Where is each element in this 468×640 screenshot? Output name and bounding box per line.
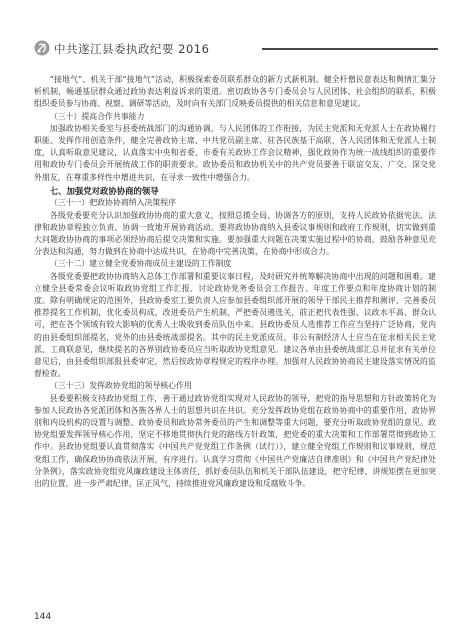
header-rule: [262, 48, 438, 50]
subsection-heading: （三十）提高合作共事能力: [49, 111, 145, 121]
section-heading: 七、加强党对政协协商的领导: [49, 185, 159, 196]
running-header: [0, 38, 468, 60]
paragraph: 各级党委要把政协协商纳入总体工作部署和重要议事日程，及时研究并统筹解决协商中出现的问题和困难。建立健全县委常委会议听取政协党组工作汇报、讨论政协党务委员会工作报告、年度工作要点和年度协商计划的制度。除有明确规定的范围外，县政协委室工要负责人应参加县委组织部开展的领导干部民主推荐和测评、完善委员推荐提名工作机制，优化委员构成，改进委员产生机制，严把委员遴选关，前正把代表性强、议政水平高、群众认可，把在各个领域有较大影响的优秀人士吸收到委员队伍中来。县政协委员人选推荐工作应当坚持广泛协商，党内的由县委组织部提名，党外的由县委统战部提名。其中的民主党派成员、非公有制经济人士应当在征求相关民主党派、工商联意见，继续提名的各界别政协委员应当听取政协党组意见。建议各单由县委统战部汇总并征求有关单位意见后，由县委组织部报县委审定，然后按政协章程规定的程序办理。加强对人民政协协商民主建设落实情况的监督检查。: [34, 271, 436, 379]
paragraph: “接地气”、机关干部“接地气”活动，积极探索委员联系群众的新方式新机制。健全杆僧民意表达和舆情汇集分析机制，畅通基层群众通过政协表达利益诉求的渠道。密切政协各专门委员会与人民团体、社会组织的联系，积极组织委员参与协商、视察、调研等活动，及时向有关部门反映委员提供的相关信息和意见建议。: [34, 75, 436, 109]
subsection-heading: （三十二）建立健全党委协商成员主建设的工作制度: [49, 259, 232, 269]
paragraph: 各级党委要充分认识加强政协协商的重大意义，按照总揽全局、协调各方的原则，支持人民政协依据宪法、法律和政协章程独立负责、协调一致地开展协商活动。要将政协协商纳入县委议事规则和政府工作规则，切实做到重大问题政协协商的事项必须经协商后提交决策和实施。要加强重大问题在决策实施过程中的协商，鼓励各种意见充分表达和沟通，努力做到在协商中达成共识，在协商中完善决策，在协商中形成合力。: [34, 210, 436, 257]
paragraph: 加强政协相关委室与县委统战部门的沟通协调，与人民团体的工作衔接，为民主党派和无党派人士在政协履行职能、发挥作用创造条件，健全完善政协主席、中共党员副主席、驻各民族基干高联、各人民团体和无党派人士制度，认真听取意见建议，认真落实中央和省委、市委有关政协工作会议精神，强化政协作为统一战线组织的重要作用和政协专门委员会开展统战工作的职责要求。政协委员和政协机关中的共产党员要善于联谊交友，广交、深交党外朋友，在尊重多样性中增进共识，在寻求一致性中增强合力。: [34, 123, 436, 182]
subsection-heading: （三十一）把政协协商纳入决策程序: [49, 198, 177, 208]
page-number: 144: [34, 612, 52, 622]
header-title: 中共遂江县委执政纪要 2016: [54, 42, 210, 56]
page-body: [34, 74, 436, 490]
paragraph: 县委要积极支持政协党组工作，善于通过政协党组实现对人民政协的领导，把党的指导思想和方针政策转化为参加人民政协各党派团体和各族各界人士的思想共识在共识。充分发挥政协党组在政协协商中的重要作用，政协界别和内设机构的设置与调整、政协委员和政协常务委员的产生和调整等重大问题，要充分听取政协党组的意见。政协党组要发挥领导核心作用，坚定不移地贯彻执行党的路线方针政策，把党委的重大决策和工作部署贯彻到政协工作中。县政协党组要认真贯彻落实《中国共产党党组工作条例（试行）》，建立健全党组工作规则和议事规则，规范党组工作，确保政协协商依法开展，有序进行。认真学习贯彻《中国共产党廉洁自律准则》和《中国共产党纪律处分条例》，落实政协党组党风廉政建设主体责任，抓好委员队伍和机关干部队伍建设，把守纪律、讲规矩摆在更加突出的位置，进一步严肃纪律，匡正风气，持续推进党风廉政建设和反腐败斗争。: [34, 393, 436, 489]
subsection-heading: （三十三）发挥政协党组的领导核心作用: [49, 381, 192, 391]
party-emblem-icon: [34, 40, 50, 56]
